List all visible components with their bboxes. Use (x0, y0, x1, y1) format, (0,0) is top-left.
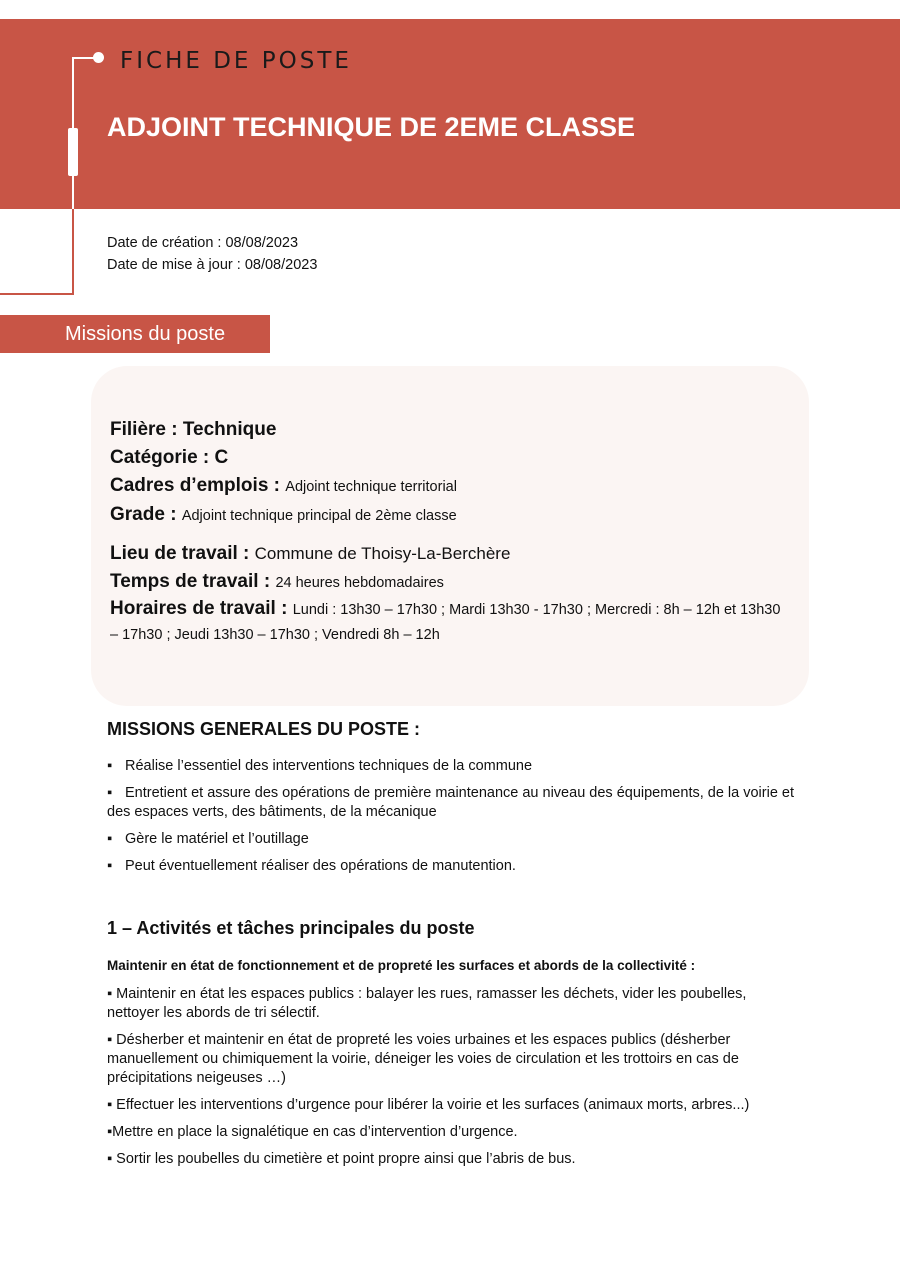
creation-date: Date de création : 08/08/2023 (107, 235, 299, 251)
bullet-icon: ▪ (107, 758, 113, 774)
grade-value: Adjoint technique principal de 2ème classe (181, 508, 457, 524)
temps-value: 24 heures hebdomadaires (275, 575, 444, 591)
missions-section-tab (0, 315, 270, 353)
lieu-travail (110, 540, 790, 568)
dates-block (107, 232, 317, 276)
cadres-label: Cadres d’emplois : (110, 475, 280, 496)
bullet-icon: ▪ (107, 785, 113, 801)
list-item: ▪ Peut éventuellement réaliser des opérations de manutention. (107, 858, 516, 874)
decorative-line-lower (72, 209, 74, 295)
list-item: ▪ Entretient et assure des opérations de première maintenance au niveau des équipements, de la voirie et des espaces verts, des bâtiments, de la mécanique (107, 785, 795, 820)
activites-list (107, 985, 797, 1177)
list-item: ▪ Réalise l’essentiel des interventions techniques de la commune (107, 758, 533, 774)
list-item: ▪ Gère le matériel et l’outillage (107, 831, 309, 847)
decorative-dot (93, 52, 104, 63)
lieu-label: Lieu de travail : (110, 543, 250, 564)
horaires-label: Horaires de travail : (110, 598, 288, 619)
bullet-icon: ▪ (107, 858, 113, 874)
bullet-icon: ▪ (107, 831, 113, 847)
list-item: ▪Mettre en place la signalétique en cas d’intervention d’urgence. (107, 1124, 518, 1140)
horaires-value: Lundi : 13h30 – 17h30 ; Mardi 13h30 - 17h30 ; Mercredi : 8h – 12h et 13h30 – 17h30 ; Jeudi 13h30 – 17h30 ; Vendredi 8h – 12h (110, 602, 781, 643)
activites-subtitle: Maintenir en état de fonctionnement et de propreté les surfaces et abords de la collectivité : (107, 958, 696, 973)
activites-title: 1 – Activités et tâches principales du poste (107, 918, 475, 938)
missions-generales-list (107, 757, 797, 884)
missions-section-label: Missions du poste (65, 323, 226, 345)
update-date: Date de mise à jour : 08/08/2023 (107, 257, 318, 273)
job-title: ADJOINT TECHNIQUE DE 2EME CLASSE (107, 112, 636, 142)
decorative-line-bottom (0, 293, 74, 295)
horaires-travail (110, 597, 790, 647)
filiere: Filière : Technique (110, 419, 277, 440)
list-item: ▪ Désherber et maintenir en état de propreté les voies urbaines et les espaces publics (désherber manuellement ou chimiquement la voirie, déneiger les voies de circulation et les trottoirs en cas de précipitations neigeuses …) (107, 1032, 739, 1086)
list-item: ▪ Effectuer les interventions d’urgence pour libérer la voirie et les surfaces (animaux morts, arbres...) (107, 1097, 750, 1113)
temps-travail (110, 568, 790, 597)
document-kicker: FICHE DE POSTE (120, 48, 352, 74)
grade (110, 501, 790, 530)
list-item: ▪ Maintenir en état les espaces publics : balayer les rues, ramasser les déchets, vider les poubelles, nettoyer les abords de tri sélectif. (107, 986, 747, 1021)
cadres-emplois (110, 472, 790, 501)
temps-label: Temps de travail : (110, 571, 271, 592)
cadres-value: Adjoint technique territorial (285, 479, 457, 495)
list-item: ▪ Sortir les poubelles du cimetière et point propre ainsi que l’abris de bus. (107, 1151, 576, 1167)
decorative-bar (68, 128, 78, 176)
lieu-value: Commune de Thoisy-La-Berchère (254, 544, 511, 563)
categorie: Catégorie : C (110, 447, 229, 468)
missions-generales-title: MISSIONS GENERALES DU POSTE : (107, 719, 421, 739)
job-info-box (91, 366, 809, 706)
grade-label: Grade : (110, 504, 177, 525)
